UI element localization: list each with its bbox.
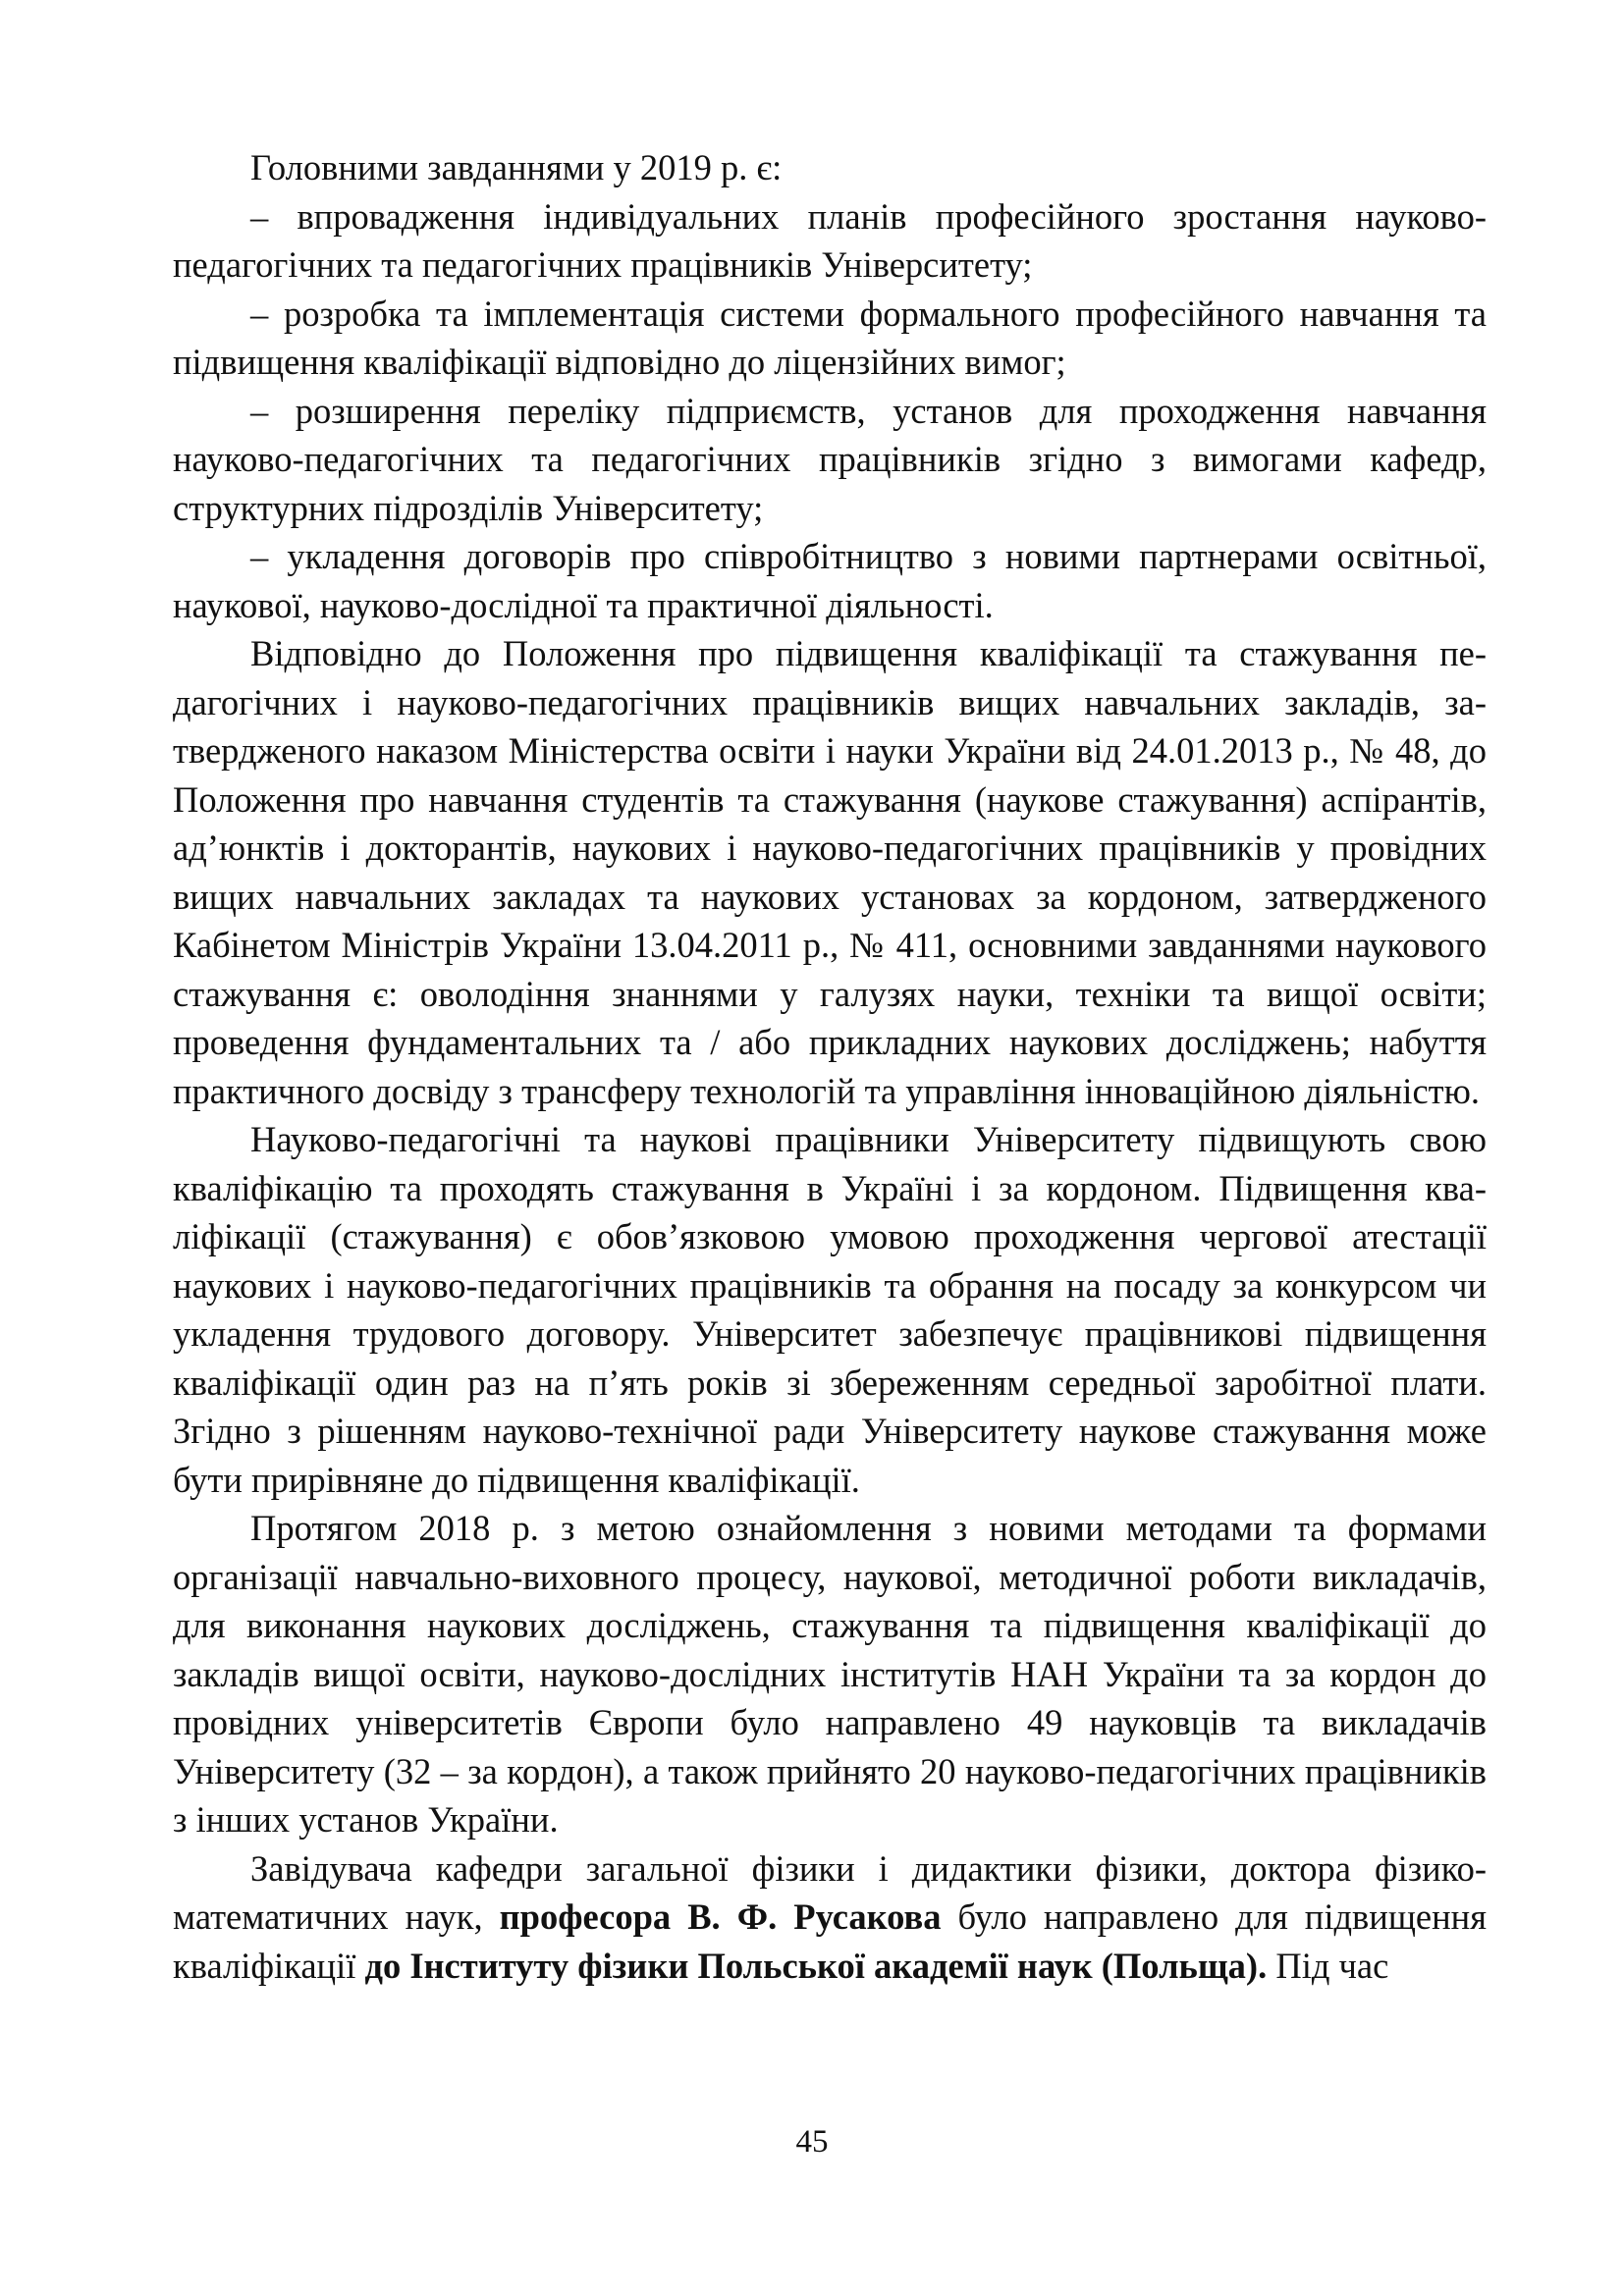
bold-name: професора В. Ф. Русакова <box>499 1896 942 1937</box>
text-segment: Завідувача кафедри загальної фізики і дидактики фізики, доктора фізико-математичних наук, <box>173 1847 1487 1937</box>
page-body <box>173 143 1487 1990</box>
paragraph-regulations: Відповідно до Положення про підвищення кваліфікації та стажування педагогічних і науково-педагогічних працівників вищих навчальних закладів, затвердженого наказом Міністерства освіти і науки України від 24.01.2013 р., № 48, до Положення про навчання студентів та стажування (наукове стажування) аспірантів, ад’юнктів і докторантів, наукових і науково-педагогічних працівників у провідних вищих навчальних закладах та наукових установах за кордоном, затвердженого Кабінетом Міністрів України 13.04.2011 р., № 411, основними завданнями наукового стажування є: оволодіння знаннями у галузях науки, техніки та вищої освіти; проведення фундаментальних та / або прикладних наукових досліджень; набуття практичного досвіду з трансферу технологій та управління інноваційною діяльністю. <box>173 633 1487 1111</box>
bold-institute: до Інституту фізики Польської академії наук (Польща). <box>364 1945 1268 1986</box>
list-item-task-3: – розширення переліку підприємств, установ для проходження навчання науково-педагогічних та педагогічних працівників згідно з вимогами кафедр, структурних підрозділів Університету; <box>173 390 1487 528</box>
list-item-task-2: – розробка та імплементація системи формального професійного навчання та підвищення кваліфікації відповідно до ліцензійних вимог; <box>173 293 1487 382</box>
page-number: 45 <box>795 2124 829 2160</box>
paragraph-2018-internships: Протягом 2018 р. з метою ознайомлення з новими методами та формами організації навчально-виховного процесу, наукової, методичної роботи викладачів, для виконання наукових досліджень, стажування та підвищення кваліфікації до закладів вищої освіти, науково-дослідних інститутів НАН України та за кордон до провідних університетів Європи було направлено 49 науковців та викладачів Університету (32 – за кордон), а також прийнято 20 науково-педагогічних працівників з інших установ України. <box>173 1508 1487 1840</box>
text-segment: було направлено для підвищення кваліфікації <box>173 1896 1487 1986</box>
paragraph-qualification: Науково-педагогічні та наукові працівники Університету підвищують свою кваліфікацію та проходять стажування в Україні і за кордоном. Підвищення кваліфікації (стажування) є обов’язковою умовою проходження чергової атестації наукових і науково-педагогічних працівників та обрання на посаду за конкурсом чи укладення трудового договору. Університет забезпечує працівникові підвищення кваліфікації один раз на п’ять років зі збереженням середньої заробітної плати. Згідно з рішенням науково-технічної ради Університету наукове стажування може бути прирівняне до підвищення кваліфікації. <box>173 1119 1487 1500</box>
paragraph-tasks-intro: Головними завданнями у 2019 р. є: <box>250 147 783 187</box>
list-item-task-4: – укладення договорів про співробітництво з новими партнерами освітньої, наукової, науково-дослідної та практичної діяльності. <box>173 536 1487 625</box>
paragraph-rusakov <box>173 1844 1487 1991</box>
text-segment: Під час <box>1267 1945 1389 1986</box>
list-item-task-1: – впровадження індивідуальних планів професійного зростання науково-педагогічних та педагогічних працівників Університету; <box>173 195 1487 285</box>
